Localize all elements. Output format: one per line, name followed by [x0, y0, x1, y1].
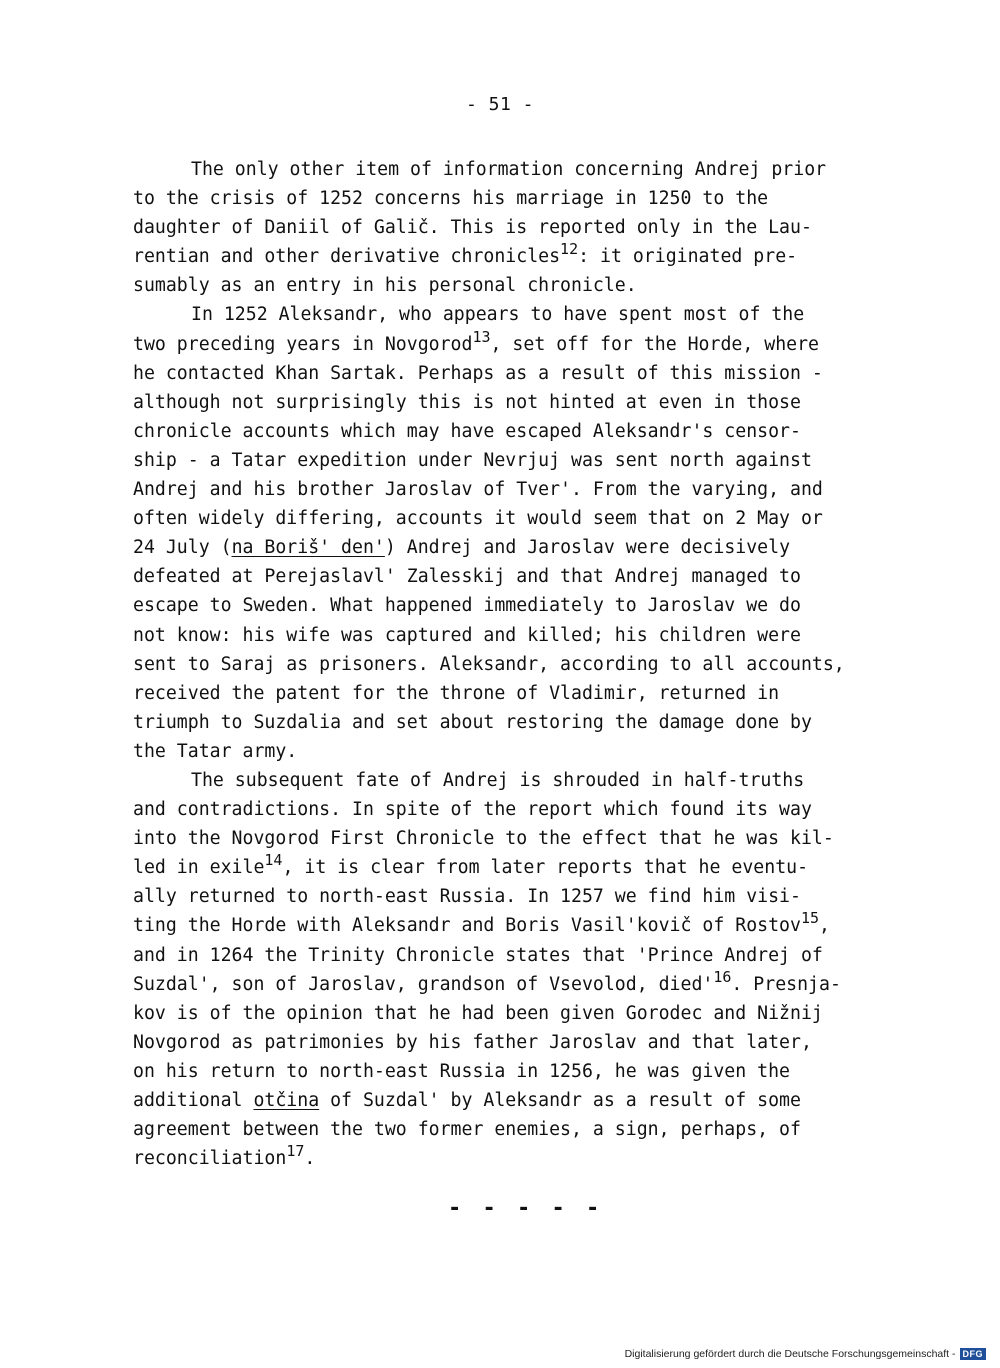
text-line	[133, 708, 903, 737]
text-line	[133, 562, 903, 591]
text-segment: agreement between the two former enemies, a sign, perhaps, of	[133, 1119, 801, 1141]
text-segment: and contradictions. In spite of the report which found its way	[133, 799, 812, 821]
paragraph	[133, 155, 903, 300]
text-segment: In 1252 Aleksandr, who appears to have spent most of the	[191, 304, 805, 326]
text-segment: kov is of the opinion that he had been given Gorodec and Nižnij	[133, 1002, 823, 1024]
text-segment: of Suzdal' by Aleksandr as a result of some	[319, 1090, 801, 1111]
text-segment: Suzdal', son of Jaroslav, grandson of Vsevolod, died'	[133, 973, 714, 995]
text-line	[133, 1057, 903, 1086]
text-line	[133, 591, 903, 620]
text-segment: The subsequent fate of Andrej is shrouded in half-truths	[191, 769, 805, 791]
text-segment: he contacted Khan Sartak. Perhaps as a result of this mission -	[133, 362, 823, 384]
footnote-marker: 12	[560, 240, 579, 259]
text-line	[133, 795, 903, 824]
text-line	[133, 967, 903, 999]
text-segment: : it originated pre-	[578, 246, 798, 268]
section-end-rule: - - - - -	[448, 1196, 604, 1221]
text-segment: rentian and other derivative chronicles	[133, 246, 561, 268]
text-line	[133, 184, 903, 213]
text-line	[133, 941, 903, 970]
text-segment: to the crisis of 1252 concerns his marriage in 1250 to the	[133, 188, 769, 210]
body-text	[133, 155, 903, 1173]
text-segment: not know: his wife was captured and killed; his children were	[133, 624, 801, 646]
text-line	[133, 1141, 903, 1173]
dfg-logo: DFG	[960, 1348, 987, 1360]
text-segment: ,	[819, 915, 830, 937]
text-line	[133, 650, 903, 679]
text-segment: ) Andrej and Jaroslav were decisively	[384, 537, 791, 559]
text-segment: two preceding years in Novgorod	[133, 333, 473, 355]
paragraph	[133, 766, 903, 1173]
footnote-marker: 15	[800, 909, 820, 928]
text-line	[133, 417, 903, 446]
text-segment: ting the Horde with Aleksandr and Boris Vasil'kovič of Rostov	[133, 915, 801, 937]
text-segment: into the Novgorod First Chronicle to the effect that he was kil-	[133, 828, 834, 850]
text-segment: on his return to north-east Russia in 1256, he was given the	[133, 1060, 790, 1082]
text-segment: . Presnja-	[731, 973, 841, 995]
text-segment: ship - a Tatar expedition under Nevrjuj was sent north against	[133, 449, 812, 471]
text-segment: the Tatar army.	[133, 740, 298, 762]
text-line	[133, 1115, 903, 1144]
footnote-marker: 13	[472, 327, 491, 346]
text-line	[133, 1028, 903, 1057]
digitization-footer	[625, 1348, 986, 1360]
text-segment: daughter of Daniil of Galič. This is reported only in the Lau-	[133, 217, 812, 239]
text-line	[133, 679, 903, 708]
text-line	[133, 213, 903, 242]
text-segment: reconciliation	[133, 1148, 287, 1170]
text-line	[133, 271, 903, 300]
text-line	[133, 737, 903, 766]
text-segment: ally returned to north-east Russia. In 1257 we find him visi-	[133, 886, 801, 908]
text-line	[133, 911, 903, 940]
footer-credit-text: Digitalisierung gefördert durch die Deutsche Forschungsgemeinschaft -	[624, 1348, 956, 1360]
text-line	[133, 853, 903, 882]
text-segment: Novgorod as patrimonies by his father Jaroslav and that later,	[133, 1031, 812, 1053]
text-line	[133, 533, 903, 562]
text-segment: 24 July (	[133, 537, 232, 559]
text-line	[133, 475, 903, 504]
text-segment: Andrej and his brother Jaroslav of Tver'. From the varying, and	[133, 479, 823, 501]
text-segment: triumph to Suzdalia and set about restoring the damage done by	[133, 711, 812, 733]
text-line	[133, 359, 903, 388]
text-line	[133, 446, 903, 475]
page-number: - 51 -	[465, 94, 535, 115]
footnote-marker: 14	[264, 851, 283, 869]
text-segment: , it is clear from later reports that he eventu-	[282, 857, 809, 879]
text-segment: often widely differing, accounts it would seem that on 2 May or	[133, 508, 823, 530]
underlined-term: na Boriš' den'	[231, 537, 385, 559]
text-line	[133, 327, 903, 359]
text-line	[133, 388, 903, 417]
text-segment: escape to Sweden. What happened immediately to Jaroslav we do	[133, 595, 801, 617]
underlined-term: otčina	[253, 1090, 320, 1111]
text-segment: additional	[133, 1090, 254, 1111]
text-line	[133, 824, 903, 853]
text-segment: although not surprisingly this is not hinted at even in those	[133, 391, 801, 413]
text-segment: The only other item of information concerning Andrej prior	[191, 159, 827, 180]
text-line	[133, 999, 903, 1028]
text-line	[133, 766, 903, 795]
text-segment: , set off for the Horde, where	[490, 333, 820, 355]
text-segment: received the patent for the throne of Vladimir, returned in	[133, 682, 780, 704]
text-line	[133, 621, 903, 650]
text-line	[133, 300, 903, 329]
text-segment: led in exile	[133, 857, 265, 879]
text-line	[133, 882, 903, 911]
paragraph	[133, 300, 903, 766]
text-line	[133, 242, 903, 271]
text-segment: chronicle accounts which may have escaped Aleksandr's censor-	[133, 420, 801, 442]
text-line	[133, 504, 903, 533]
text-segment: sumably as an entry in his personal chronicle.	[133, 275, 637, 297]
text-segment: sent to Saraj as prisoners. Aleksandr, according to all accounts,	[133, 653, 845, 675]
text-line	[133, 155, 903, 184]
text-segment: and in 1264 the Trinity Chronicle states that 'Prince Andrej of	[133, 944, 823, 966]
text-segment: defeated at Perejaslavl' Zalesskij and that Andrej managed to	[133, 566, 801, 588]
text-line	[133, 1086, 903, 1115]
footnote-marker: 16	[713, 967, 732, 986]
footnote-marker: 17	[286, 1141, 305, 1160]
text-segment: .	[304, 1148, 316, 1170]
